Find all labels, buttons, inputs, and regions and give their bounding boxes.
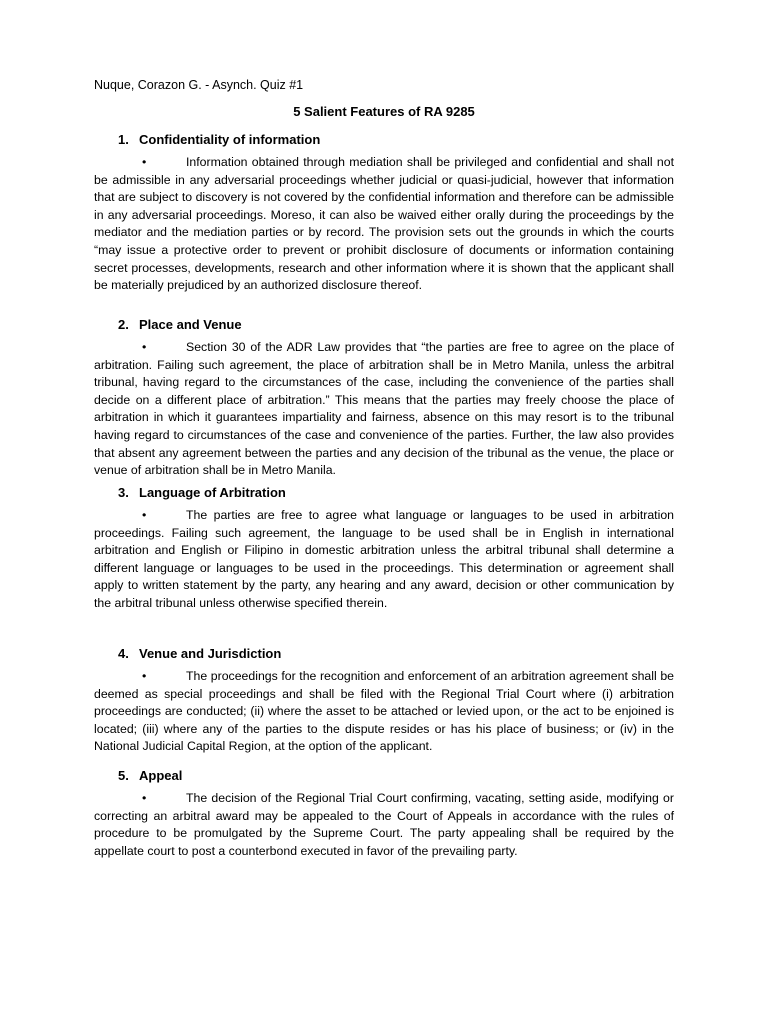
section-language — [94, 485, 674, 613]
section-number: 1. — [118, 132, 129, 147]
section-paragraph — [94, 154, 674, 295]
section-number: 2. — [118, 317, 129, 332]
bullet-icon: • — [142, 508, 147, 522]
section-title: Venue and Jurisdiction — [139, 646, 282, 661]
section-heading — [118, 485, 674, 503]
section-paragraph — [94, 668, 674, 756]
section-number: 4. — [118, 646, 129, 661]
bullet-icon: • — [142, 791, 147, 805]
section-text: Section 30 of the ADR Law provides that “the parties are free to agree on the place of arbitration. Failing such agreement, the place of arbitration shall be in Metro Manila, unless the arbitral tribunal, having regard to the circumstances of the case, including the convenience of the parties shall decide on a different place of arbitration.” This means that the parties may freely choose the place of arbitration in which it guarantees impartiality and fairness, absence on this may resort is to the tribunal having regard to circumstances of the case and convenience of the parties. Further, the law also provides that absent any agreement between the parties and any decision of the tribunal as the venue, the place or venue of arbitration shall be in Metro Manila. — [94, 340, 674, 478]
document-title: 5 Salient Features of RA 9285 — [293, 104, 475, 119]
section-heading — [118, 132, 674, 150]
section-confidentiality — [94, 132, 674, 295]
section-text: The parties are free to agree what language or languages to be used in arbitration proceedings. Failing such agreement, the language to be used shall be in English in international arbitration and English or Filipino in domestic arbitration unless the arbitral tribunal shall determine a different language or languages to be used in the proceedings. This determination or agreement shall apply to written statement by the party, any hearing and any award, decision or other communication by the arbitral tribunal unless otherwise specified therein. — [94, 508, 674, 610]
section-text: The decision of the Regional Trial Court confirming, vacating, setting aside, modifying or correcting an arbitral award may be appealed to the Court of Appeals in accordance with the rules of procedure to be promulgated by the Supreme Court. The party appealing shall be required by the appellate court to post a counterbond executed in favor of the prevailing party. — [94, 791, 674, 858]
section-heading — [118, 317, 674, 335]
section-text: The proceedings for the recognition and enforcement of an arbitration agreement shall be deemed as special proceedings and shall be filed with the Regional Trial Court where (i) arbitration proceedings are conducted; (ii) where the asset to be attached or levied upon, or the act to be enjoined is located; (iii) where any of the parties to the dispute resides or has his place of business; or (iv) in the National Judicial Capital Region, at the option of the applicant. — [94, 669, 674, 754]
section-heading — [118, 768, 674, 786]
section-place-venue — [94, 317, 674, 480]
section-number: 3. — [118, 485, 129, 500]
section-paragraph — [94, 339, 674, 480]
section-title: Confidentiality of information — [139, 132, 321, 147]
bullet-icon: • — [142, 155, 147, 169]
section-title: Place and Venue — [139, 317, 242, 332]
section-appeal — [94, 768, 674, 860]
section-venue-jurisdiction — [94, 646, 674, 756]
section-title: Appeal — [139, 768, 183, 783]
section-number: 5. — [118, 768, 129, 783]
document-header: Nuque, Corazon G. - Asynch. Quiz #1 — [94, 78, 304, 92]
section-paragraph — [94, 507, 674, 613]
bullet-icon: • — [142, 340, 147, 354]
section-text: Information obtained through mediation shall be privileged and confidential and shall not be admissible in any adversarial proceedings whether judicial or quasi-judicial, however that information that are subject to discovery is not covered by the confidential information and therefore can be admissible in any adversarial proceedings. Moreso, it can also be waived either orally during the proceedings by the mediator and the mediation parties or by record. The provision sets out the grounds in which the courts “may issue a protective order to prevent or prohibit disclosure of documents or information containing secret processes, developments, research and other information where it is shown that the applicant shall be materially prejudiced by an authorized disclosure thereof. — [94, 155, 674, 293]
section-paragraph — [94, 790, 674, 860]
section-title: Language of Arbitration — [139, 485, 286, 500]
bullet-icon: • — [142, 669, 147, 683]
section-heading — [118, 646, 674, 664]
